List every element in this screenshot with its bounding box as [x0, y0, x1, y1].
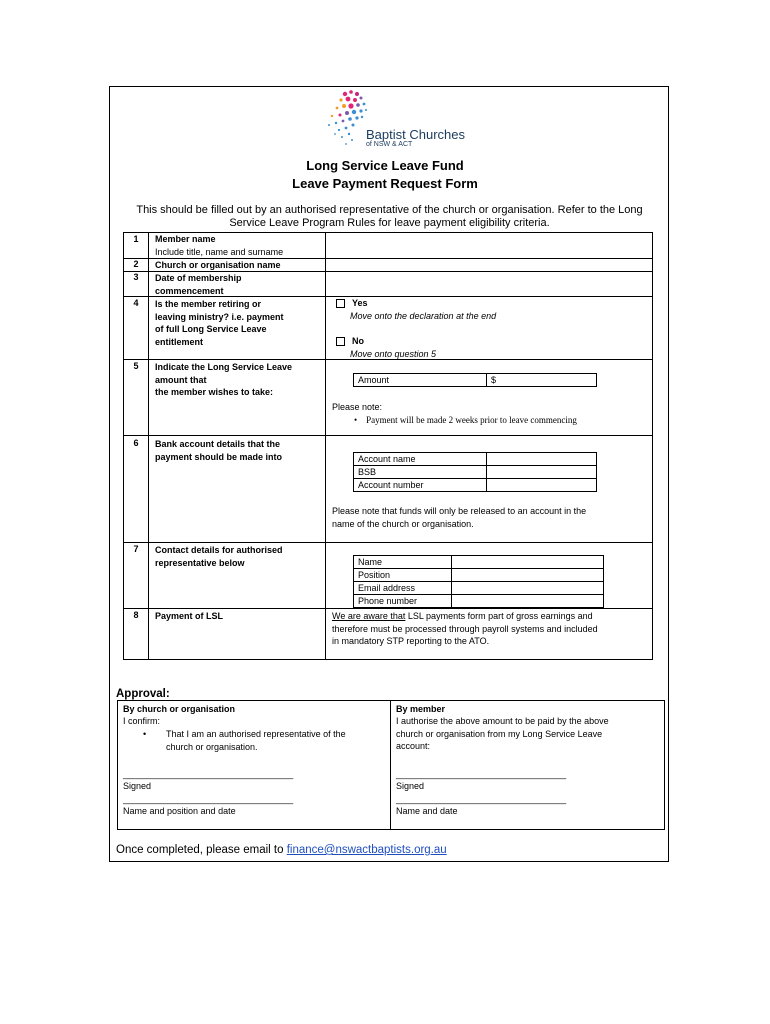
- intro-text: [116, 204, 663, 230]
- row-number: 5: [133, 361, 139, 371]
- church-name-label: Church or organisation name: [155, 260, 281, 270]
- church-name-field[interactable]: [327, 259, 652, 271]
- row-number: 7: [133, 544, 139, 554]
- row-number: 8: [133, 610, 139, 620]
- retiring-line-1: Is the member retiring or: [155, 299, 262, 309]
- member-signed-label: Signed: [396, 781, 425, 791]
- lsl-amount-line-2: amount that: [155, 374, 207, 385]
- amount-label: Amount: [354, 374, 487, 386]
- contact-details-box: [353, 555, 604, 608]
- request-form-table: [123, 232, 653, 660]
- bank-details-line-1: Bank account details that the: [155, 439, 281, 449]
- membership-date-line-1: Date of membership: [155, 273, 242, 283]
- bank-details-box: [353, 452, 597, 492]
- intro-line-2: Service Leave Program Rules for leave payment eligibility criteria.: [229, 217, 550, 229]
- we-are-aware-text: We are aware that: [332, 611, 406, 621]
- church-signature-line[interactable]: __________________________________: [123, 769, 294, 779]
- lsl-amount-line-1: Indicate the Long Service Leave: [155, 362, 293, 372]
- yes-checkbox[interactable]: [336, 299, 345, 308]
- member-name-hint: Include title, name and surname: [155, 246, 284, 257]
- yes-note: Move onto the declaration at the end: [350, 311, 497, 321]
- row-divider: [124, 542, 652, 543]
- authorise-line-1: I authorise the above amount to be paid by the above: [396, 716, 609, 726]
- payroll-line-2: therefore must be processed through payroll systems and included: [332, 623, 598, 634]
- contact-details-label: [155, 544, 325, 569]
- yes-label: Yes: [352, 298, 368, 308]
- account-name-label: Account name: [354, 453, 487, 466]
- i-confirm-text: I confirm:: [123, 716, 161, 726]
- no-note: Move onto question 5: [350, 349, 437, 359]
- membership-date-field[interactable]: [327, 272, 652, 296]
- retiring-question-label: [155, 298, 325, 348]
- bank-note: [332, 505, 650, 530]
- member-name-date-line[interactable]: __________________________________: [396, 794, 567, 804]
- phone-label: Phone number: [354, 595, 452, 607]
- name-label: Name: [354, 556, 452, 569]
- position-label: Position: [354, 569, 452, 582]
- payment-timing-text: Payment will be made 2 weeks prior to leave commencing: [366, 415, 577, 425]
- member-authorise-text: [396, 715, 662, 753]
- account-name-input[interactable]: [487, 453, 596, 466]
- row-number: 4: [133, 298, 139, 308]
- church-name-date-line[interactable]: __________________________________: [123, 794, 294, 804]
- membership-date-line-2: commencement: [155, 285, 224, 296]
- row-divider: [124, 608, 652, 609]
- member-name-heading: Member name: [155, 234, 216, 244]
- logo-name: Baptist Churches: [366, 127, 465, 142]
- account-number-label: Account number: [354, 479, 487, 491]
- approval-heading: Approval:: [116, 688, 170, 700]
- retiring-line-2: leaving ministry? i.e. payment: [155, 311, 284, 322]
- no-label: No: [352, 336, 364, 346]
- authorise-line-3: account:: [396, 741, 431, 751]
- contact-details-line-1: Contact details for authorised: [155, 545, 283, 555]
- row-divider: [124, 435, 652, 436]
- bsb-label: BSB: [354, 466, 487, 479]
- member-name-date-label: Name and date: [396, 806, 458, 816]
- payment-of-lsl-label: Payment of LSL: [155, 611, 224, 621]
- church-approval-heading: By church or organisation: [123, 704, 236, 714]
- account-number-input[interactable]: [487, 479, 596, 491]
- row-number: 6: [133, 438, 139, 448]
- logo-subtitle: of NSW & ACT: [366, 141, 413, 148]
- email-input[interactable]: [452, 582, 603, 595]
- member-approval-heading: By member: [396, 704, 446, 714]
- position-input[interactable]: [452, 569, 603, 582]
- bank-details-line-2: payment should be made into: [155, 451, 283, 462]
- approval-box: [117, 700, 665, 830]
- bank-note-line-2: name of the church or organisation.: [332, 518, 474, 529]
- logo-dots: [328, 90, 367, 145]
- payroll-line-3: in mandatory STP reporting to the ATO.: [332, 636, 490, 646]
- authorised-line-1: That I am an authorised representative of the: [166, 729, 346, 739]
- form-subtitle: Leave Payment Request Form: [292, 176, 478, 191]
- retiring-line-3: of full Long Service Leave: [155, 324, 267, 334]
- footer-instruction: [116, 844, 447, 856]
- name-input[interactable]: [452, 556, 603, 569]
- phone-input[interactable]: [452, 595, 603, 607]
- payroll-line-1: LSL payments form part of gross earnings and: [405, 611, 593, 621]
- church-name-date-label: Name and position and date: [123, 806, 236, 816]
- authorised-line-2: church or organisation.: [166, 741, 258, 752]
- bank-details-label: [155, 438, 325, 463]
- please-note-label: Please note:: [332, 402, 383, 412]
- member-name-field[interactable]: [327, 234, 652, 257]
- lsl-amount-line-3: the member wishes to take:: [155, 387, 274, 397]
- contact-details-line-2: representative below: [155, 557, 245, 568]
- bullet-icon: •: [354, 415, 358, 425]
- form-title: Long Service Leave Fund: [306, 158, 464, 173]
- row-number: 1: [133, 234, 139, 244]
- payment-timing-bullet: [354, 414, 654, 427]
- amount-box: [353, 373, 597, 387]
- authorised-statement: [166, 728, 388, 753]
- finance-email-link[interactable]: finance@nswactbaptists.org.au: [286, 844, 447, 856]
- bullet-icon: •: [143, 729, 147, 739]
- retiring-line-4: entitlement: [155, 336, 204, 347]
- bank-note-line-1: Please note that funds will only be released to an account in the: [332, 506, 587, 516]
- amount-input[interactable]: $: [491, 375, 497, 385]
- member-name-label: [155, 233, 325, 258]
- footer-text: Once completed, please email to: [116, 844, 287, 856]
- authorise-line-2: church or organisation from my Long Service Leave: [396, 728, 603, 739]
- no-checkbox[interactable]: [336, 337, 345, 346]
- email-label: Email address: [354, 582, 452, 595]
- church-signed-label: Signed: [123, 781, 152, 791]
- payroll-statement: [332, 610, 652, 648]
- bsb-input[interactable]: [487, 466, 596, 479]
- row-number: 3: [133, 272, 139, 282]
- member-signature-line[interactable]: __________________________________: [396, 769, 567, 779]
- membership-date-label: [155, 272, 325, 297]
- approval-divider: [390, 701, 391, 829]
- lsl-amount-label: [155, 361, 325, 399]
- intro-line-1: This should be filled out by an authorised representative of the church or organisation. Refer to the Long: [136, 204, 643, 216]
- row-number: 2: [133, 259, 139, 269]
